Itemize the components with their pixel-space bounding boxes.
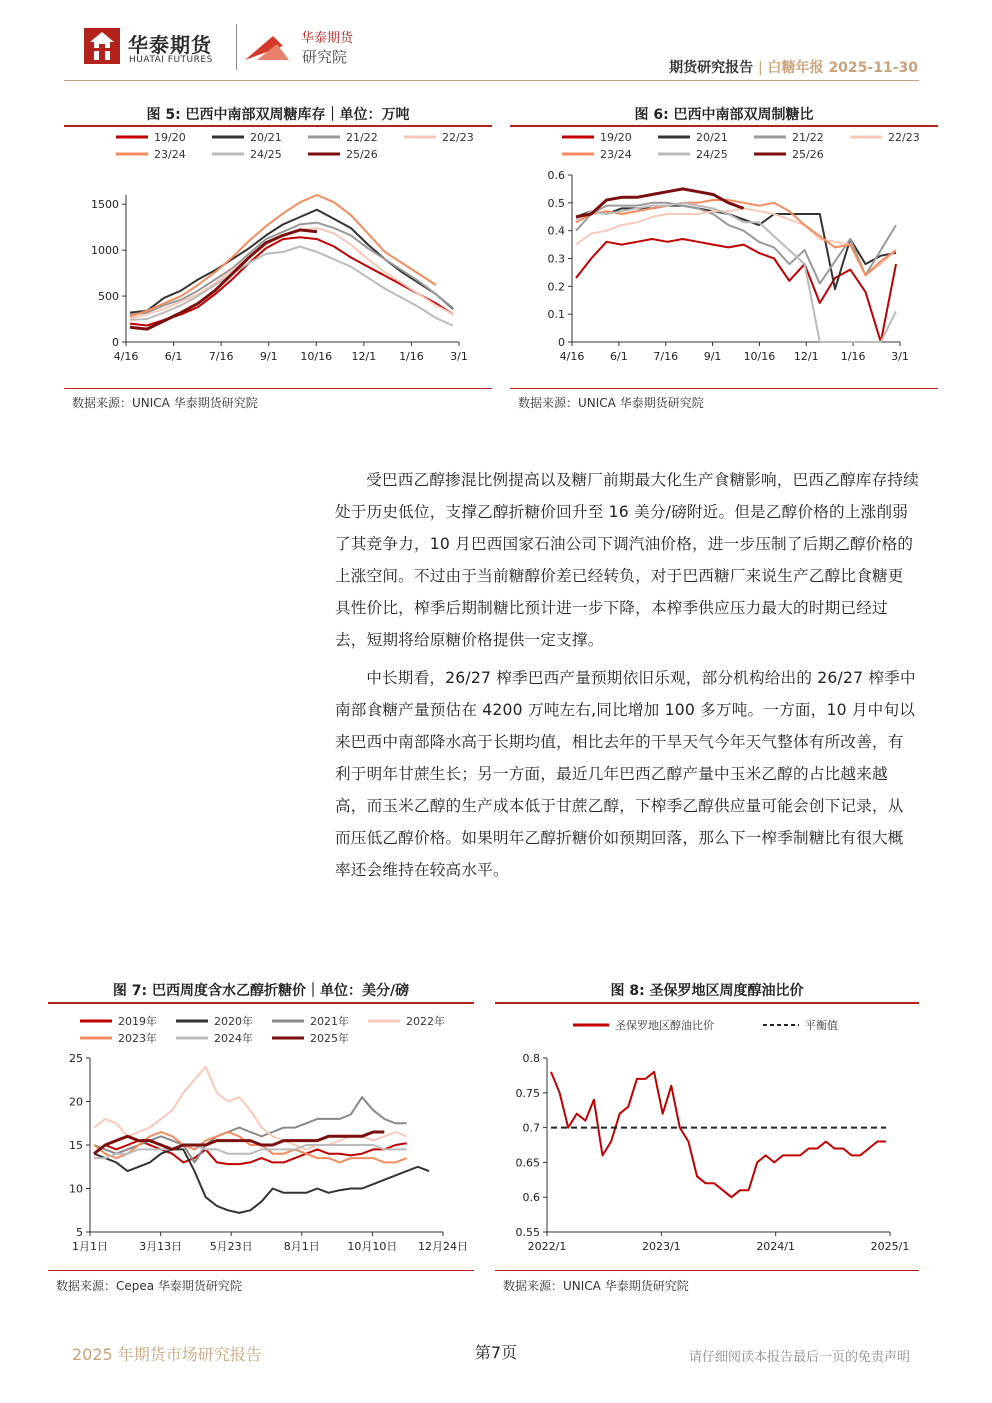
x-tick-label: 4/16 <box>559 350 585 363</box>
y-tick-label: 0.1 <box>547 308 565 322</box>
figure-5-title: 图 5: 巴西中南部双周糖库存｜单位：万吨 <box>146 107 410 123</box>
y-tick-label: 0.4 <box>547 224 565 238</box>
y-tick-label: 10 <box>69 1182 83 1196</box>
y-tick-label: 0 <box>112 336 119 349</box>
figure-7-source: 数据来源：Cepea 华泰期货研究院 <box>56 1279 242 1293</box>
figure-7-chart <box>48 1004 474 1270</box>
x-tick-label: 6/1 <box>610 350 628 363</box>
paragraph-2: 中长期看，26/27 榨季巴西产量预期依旧乐观，部分机构给出的 26/27 榨季中南部食糖产量预估在 4200 万吨左右,同比增加 100 多万吨。一方面，10 月中旬以来巴西中南部降水高于长期均值，相比去年的干旱天气今年天气整体有所改善，有利于明年甘蔗生长；另一方面，最近几年巴西乙醇产量中玉米乙醇的占比越来越高，而玉米乙醇的生产成本低于甘蔗乙醇，下榨季乙醇供应量可能会创下记录，从而压低乙醇价格。如果明年乙醇折糖价如预期回落，那么下一榨季制糖比有很大概率还会维持在较高水平。 <box>335 669 916 879</box>
x-tick-label: 1/16 <box>399 350 424 363</box>
x-tick-label: 12月24日 <box>418 1240 468 1253</box>
series-line <box>576 239 896 342</box>
y-tick-label: 0.65 <box>515 1156 540 1170</box>
company-name-en: HUATAI FUTURES <box>129 55 213 65</box>
legend-label: 20/21 <box>250 131 282 144</box>
legend-label: 20/21 <box>696 131 728 144</box>
figure-8-title: 图 8: 圣保罗地区周度醇油比价 <box>610 983 804 999</box>
y-tick-label: 500 <box>98 290 119 304</box>
institute-logo-icon <box>243 30 291 64</box>
report-title: 白糖年报 <box>767 60 824 76</box>
legend-label: 2024年 <box>214 1032 253 1045</box>
legend-label: 22/23 <box>442 131 474 144</box>
legend-label: 2019年 <box>118 1015 157 1028</box>
report-header <box>669 57 918 77</box>
x-tick-label: 7/16 <box>653 350 679 363</box>
x-tick-label: 10月10日 <box>347 1240 398 1253</box>
y-tick-label: 0.5 <box>547 196 565 210</box>
footer-disclaimer: 请仔细阅读本报告最后一页的免责声明 <box>688 1350 910 1365</box>
figure-7-bottom-rule <box>48 1270 474 1271</box>
x-tick-label: 12/1 <box>351 350 377 363</box>
x-tick-label: 4/16 <box>113 350 139 363</box>
x-tick-label: 2025/1 <box>870 1240 910 1253</box>
figure-5-chart <box>64 127 492 385</box>
legend-label: 2023年 <box>118 1032 157 1045</box>
series-line <box>94 1145 407 1158</box>
x-tick-label: 2024/1 <box>756 1240 796 1253</box>
institute-name-line1: 华泰期货 <box>301 31 354 46</box>
paragraph-1: 受巴西乙醇掺混比例提高以及糖厂前期最大化生产食糖影响，巴西乙醇库存持续处于历史低位，支撑乙醇折糖价回升至 16 美分/磅附近。但是乙醇价格的上涨削弱了其竞争力，10 月巴西国家石油公司下调汽油价格，进一步压制了后期乙醇价格的上涨空间。不过由于当前糖醇价差已经转负，对于巴西糖厂来说生产乙醇比食糖更具性价比，榨季后期制糖比预计进一步下降，本榨季供应压力最大的时期已经过去，短期将给原糖价格提供一定支撑。 <box>335 471 919 649</box>
institute-name-line2: 研究院 <box>302 48 348 66</box>
y-tick-label: 0.3 <box>547 252 565 266</box>
y-tick-label: 1500 <box>91 198 119 212</box>
x-tick-label: 5月23日 <box>209 1240 253 1253</box>
legend-label: 19/20 <box>600 131 632 144</box>
figure-6-chart <box>510 127 938 385</box>
legend-label: 25/26 <box>792 148 824 161</box>
x-tick-label: 1/16 <box>840 350 866 363</box>
report-type: 期货研究报告 <box>669 60 754 76</box>
legend-label: 19/20 <box>154 131 186 144</box>
y-tick-label: 0.6 <box>522 1191 540 1205</box>
legend-label: 圣保罗地区醇油比价 <box>615 1019 714 1032</box>
figure-8-source: 数据来源：UNICA 华泰期货研究院 <box>503 1279 689 1293</box>
legend-label: 平衡值 <box>805 1019 838 1032</box>
huatai-logo-icon <box>84 28 120 64</box>
y-tick-label: 0.55 <box>515 1226 540 1239</box>
page-number: 第7页 <box>474 1343 518 1362</box>
footer-report-name: 2025 年期货市场研究报告 <box>72 1345 262 1364</box>
x-tick-label: 6/1 <box>164 350 183 363</box>
y-tick-label: 0.6 <box>547 169 565 182</box>
x-tick-label: 2023/1 <box>641 1240 681 1253</box>
legend-label: 22/23 <box>888 131 920 144</box>
series-line <box>551 1072 886 1197</box>
report-date: 2025-11-30 <box>828 60 918 76</box>
y-tick-label: 0.8 <box>522 1052 540 1065</box>
x-tick-label: 9/1 <box>703 350 722 363</box>
figure-7-title: 图 7: 巴西周度含水乙醇折糖价｜单位：美分/磅 <box>112 983 410 999</box>
legend-label: 24/25 <box>250 148 282 161</box>
figure-6-source: 数据来源：UNICA 华泰期货研究院 <box>518 396 704 410</box>
y-tick-label: 0.2 <box>547 280 565 294</box>
x-tick-label: 12/1 <box>793 350 819 363</box>
figure-8-bottom-rule <box>495 1270 919 1271</box>
x-tick-label: 7/16 <box>208 350 234 363</box>
y-tick-label: 15 <box>69 1139 83 1152</box>
y-tick-label: 0.7 <box>522 1121 540 1135</box>
y-tick-label: 0.75 <box>515 1086 540 1100</box>
logo-divider <box>236 24 237 70</box>
legend-label: 2021年 <box>310 1015 349 1028</box>
figure-5-source: 数据来源：UNICA 华泰期货研究院 <box>72 396 258 410</box>
series-line <box>130 223 453 315</box>
legend-label: 25/26 <box>346 148 378 161</box>
body-text <box>335 464 919 886</box>
y-tick-label: 25 <box>69 1052 83 1065</box>
y-tick-label: 20 <box>69 1095 83 1109</box>
legend-label: 21/22 <box>792 131 824 144</box>
y-tick-label: 1000 <box>91 244 119 258</box>
legend-label: 24/25 <box>696 148 728 161</box>
header-separator: | <box>757 60 763 76</box>
x-tick-label: 2022/1 <box>527 1240 567 1253</box>
legend-label: 2022年 <box>406 1015 445 1028</box>
x-tick-label: 3/1 <box>450 350 468 363</box>
legend-label: 23/24 <box>600 148 632 161</box>
x-tick-label: 10/16 <box>300 350 333 363</box>
figure-6-bottom-rule <box>510 388 938 389</box>
figure-5-bottom-rule <box>64 388 492 389</box>
x-tick-label: 8月1日 <box>283 1240 320 1253</box>
legend-label: 23/24 <box>154 148 186 161</box>
legend-label: 2025年 <box>310 1032 349 1045</box>
legend-label: 21/22 <box>346 131 378 144</box>
y-tick-label: 0 <box>558 336 565 349</box>
figure-6-title: 图 6: 巴西中南部双周制糖比 <box>634 107 814 123</box>
x-tick-label: 3月13日 <box>139 1240 183 1253</box>
x-tick-label: 10/16 <box>743 350 776 363</box>
legend-label: 2020年 <box>214 1015 253 1028</box>
company-name-cn: 华泰期货 <box>128 33 212 57</box>
header-rule <box>64 80 919 81</box>
x-tick-label: 9/1 <box>259 350 278 363</box>
y-tick-label: 5 <box>76 1226 83 1239</box>
x-tick-label: 3/1 <box>891 350 909 363</box>
figure-8-chart <box>495 1004 919 1270</box>
series-line <box>130 195 436 316</box>
x-tick-label: 1月1日 <box>72 1240 108 1253</box>
